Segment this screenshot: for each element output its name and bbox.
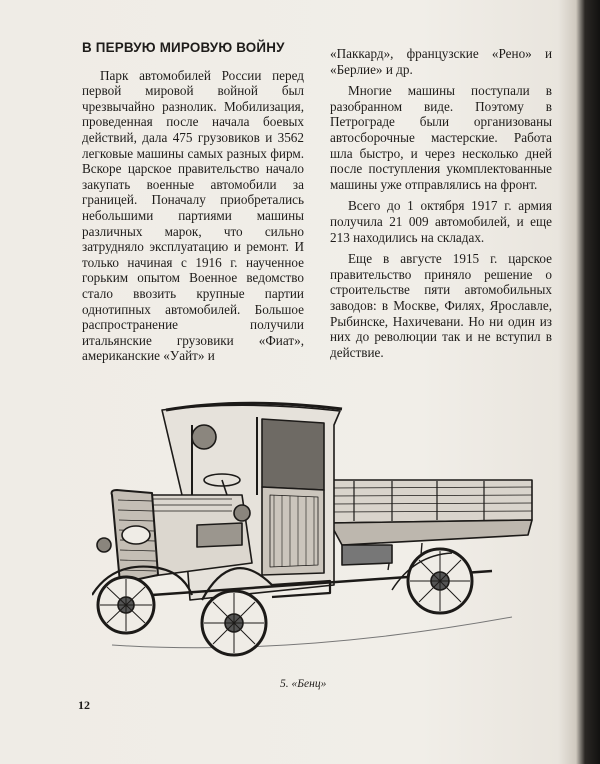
page-number: 12 <box>78 698 90 712</box>
figure-caption: 5. «Бенц» <box>280 678 327 690</box>
left-column <box>82 40 304 370</box>
paragraph: Еще в августе 1915 г. царское правительство приняло решение о строительстве пяти автомобильных заводов: в Москве, Филях, Ярославле, Рыбинске, Нахичевани. Но ни один из них до революции так и не вступил в действие. <box>330 251 552 360</box>
paragraph: Всего до 1 октября 1917 г. армия получила 21 009 автомобилей, и еще 213 находились на складах. <box>330 198 552 245</box>
paragraph: Многие машины поступали в разобранном виде. Поэтому в Петрограде были организованы автосборочные мастерские. Работа шла быстро, и через несколько дней после поступления укомплектованные машины уже отправлялись на фронт. <box>330 83 552 192</box>
paragraph: Парк автомобилей России перед первой мировой войной был чрезвычайно разнолик. Мобилизация, проведенная после начала боевых действий, дала 475 грузовиков и 3562 легковые машины самых разных фирм. Вскоре царское правительство начало закупать военные автомобили за границей. Поначалу приобретались небольшими партиями машины различных марок, что сильно затрудняло эксплуатацию и ремонт. И только начиная с 1916 г. наученное горьким опытом Военное ведомство стало ввозить крупные партии однотипных автомобилей. Большое распространение получили итальянские грузовики «Фиат», американские «Уайт» и <box>82 67 304 364</box>
right-column <box>330 46 552 366</box>
paragraph: «Паккард», французские «Рено» и «Берлие» и др. <box>330 46 552 77</box>
chapter-heading: В ПЕРВУЮ МИРОВУЮ ВОЙНУ <box>82 40 285 55</box>
truck-illustration <box>92 395 542 665</box>
